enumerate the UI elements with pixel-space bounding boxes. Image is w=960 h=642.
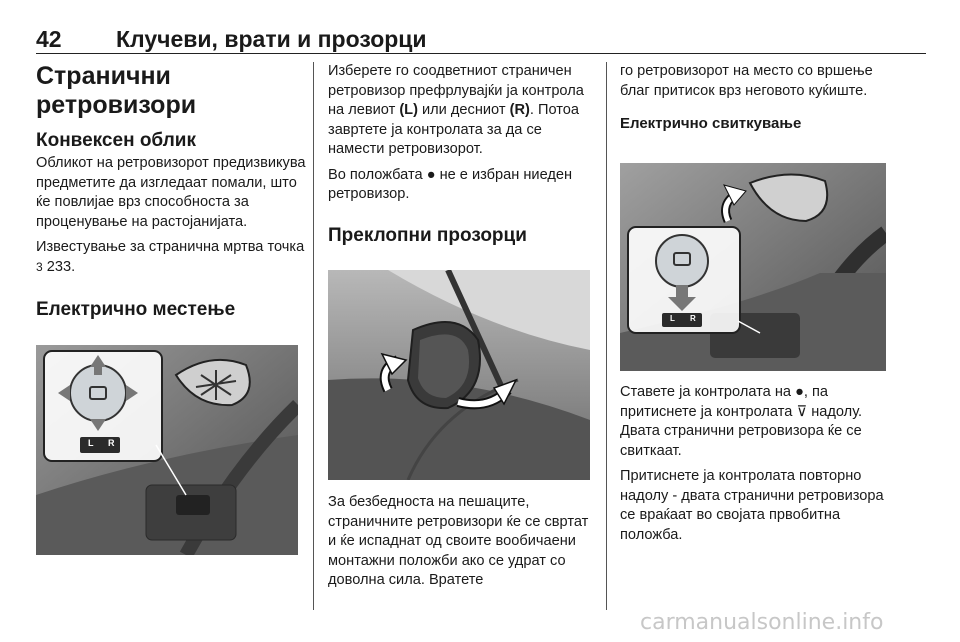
paragraph-return-mirror: го ретровизорот на место со вршење благ притисок врз неговото куќиште. bbox=[620, 63, 873, 99]
page-header bbox=[36, 24, 926, 54]
paragraph-select-mirror bbox=[328, 62, 594, 160]
watermark: carmanualsonline.info bbox=[640, 610, 884, 635]
column-1 bbox=[36, 62, 306, 321]
label-right: (R) bbox=[509, 102, 530, 118]
chapter-title: Клучеви, врати и прозорци bbox=[116, 26, 427, 52]
column-3-lower bbox=[620, 383, 890, 545]
text-fold-a: Ставете ја контролата на bbox=[620, 384, 791, 400]
blindspot-text: Известување за странична мртва точка bbox=[36, 239, 305, 255]
text-neutral-a: Во положбата bbox=[328, 166, 423, 183]
paragraph-neutral-position bbox=[328, 166, 594, 205]
text-neutral-b: не е избран ниеден ретровизор. bbox=[328, 166, 573, 202]
text-fold-b: , па притиснете ја контролата bbox=[620, 384, 829, 420]
column-2 bbox=[328, 62, 594, 247]
column-2-lower bbox=[328, 493, 594, 591]
figure-electric-adjustment bbox=[36, 345, 298, 555]
paragraph-convex: Обликот на ретровизорот предизвикува предметите да изгледаат помали, што ќе повлијае врз способноста за проценување на растојанијата. bbox=[36, 155, 306, 230]
column-divider-2 bbox=[606, 62, 607, 610]
page-ref-icon: 3 bbox=[36, 259, 43, 274]
section-heading-folding: Преклопни прозорци bbox=[328, 224, 527, 246]
section-heading-electric-adjust: Електрично местење bbox=[36, 299, 236, 320]
figure-label-left: L bbox=[88, 438, 94, 448]
section-heading-mirrors: Странични ретровизори bbox=[36, 62, 197, 119]
page-number: 42 bbox=[36, 26, 62, 52]
neutral-position-icon: ● bbox=[795, 384, 804, 400]
neutral-position-icon: ● bbox=[426, 166, 436, 183]
column-3 bbox=[620, 62, 890, 133]
figure-label-left: L bbox=[670, 314, 675, 323]
figure-folding-mirror bbox=[328, 270, 590, 480]
paragraph-pedestrian-safety: За безбедноста на пешаците, страничните ретровизори ќе се свртат и ќе испаднат од своите вообичаени монтажни положби ако се удрат со доволна сила. Вратете bbox=[328, 494, 589, 588]
subheading-convex: Конвексен облик bbox=[36, 130, 196, 151]
fold-button-icon: ⊽ bbox=[796, 403, 808, 420]
page-ref-link[interactable]: 233. bbox=[46, 258, 76, 275]
paragraph-blindspot bbox=[36, 238, 306, 277]
column-divider-1 bbox=[313, 62, 314, 610]
label-left: (L) bbox=[399, 102, 418, 118]
paragraph-fold-instruction bbox=[620, 383, 890, 461]
text-select-mirror-c: . Потоа завртете ја контролата за да се намести ретровизорот. bbox=[328, 102, 579, 157]
figure-electric-folding bbox=[620, 163, 886, 371]
paragraph-unfold-instruction: Притиснете ја контролата повторно надолу - двата странични ретровизора се враќаат во својата првобитна положба. bbox=[620, 468, 884, 543]
text-select-mirror-a: Изберете го соодветниот страничен ретровизор префрлувајќи ја контрола на левиот bbox=[328, 63, 584, 118]
figure-label-right: R bbox=[108, 438, 115, 448]
section-heading-electric-folding: Електрично свиткување bbox=[620, 115, 802, 132]
text-fold-c: надолу. Двата странични ретровизора ќе се свиткаат. bbox=[620, 403, 863, 459]
figure-label-right: R bbox=[690, 314, 696, 323]
text-select-mirror-b: или десниот bbox=[422, 102, 506, 118]
